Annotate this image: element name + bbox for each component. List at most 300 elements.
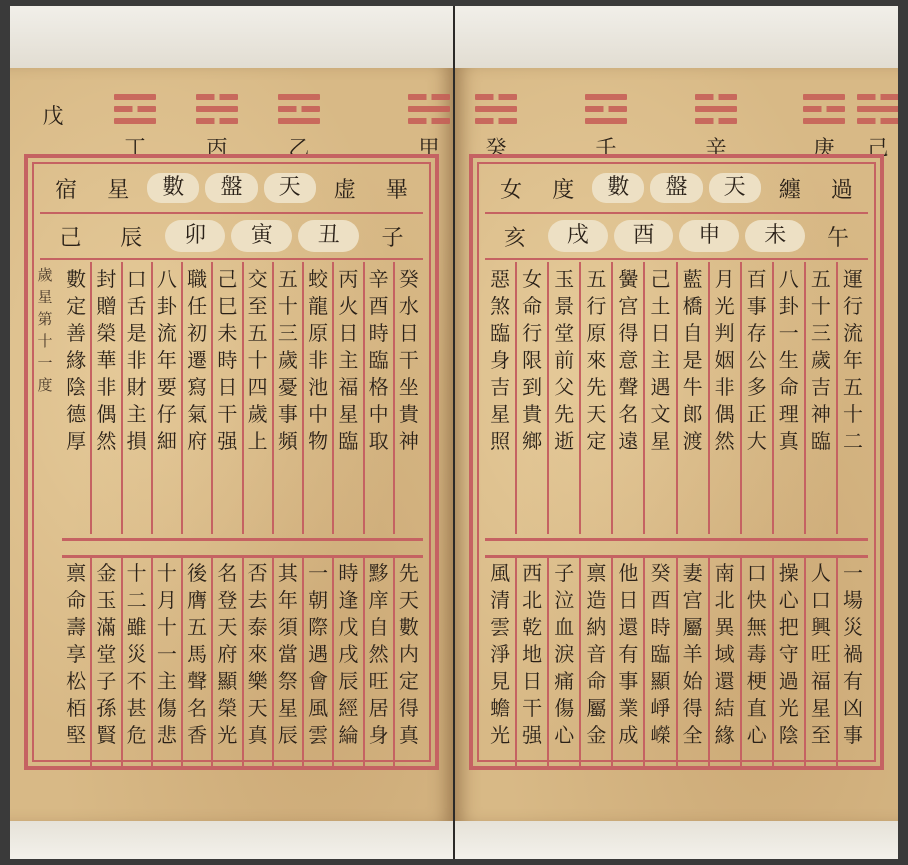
verse-char: 遠 xyxy=(618,429,639,453)
verse-column xyxy=(547,556,579,768)
trigram-bar xyxy=(857,118,898,124)
heavenly-stem: 癸 xyxy=(485,136,507,160)
heavenly-stem: 甲 xyxy=(418,136,440,160)
verse-column xyxy=(804,556,836,768)
heavenly-stem: 乙 xyxy=(288,136,310,160)
trigram-bar xyxy=(803,106,845,112)
stem-group xyxy=(406,94,452,160)
verse-char: 陰 xyxy=(778,723,799,747)
verse-char: 名 xyxy=(618,402,639,426)
verse-char: 妻 xyxy=(682,561,703,585)
verse-char: 公 xyxy=(746,348,767,372)
verse-char: 是 xyxy=(126,321,147,345)
verse-char: 居 xyxy=(368,696,389,720)
verse-char: 封 xyxy=(96,267,117,291)
trigram-bar xyxy=(196,118,238,124)
title-char: 宿 xyxy=(55,177,78,203)
verse-char: 蛟 xyxy=(308,267,329,291)
verse-char: 場 xyxy=(842,588,863,612)
verse-char: 府 xyxy=(187,429,208,453)
verse-column xyxy=(302,262,332,534)
verse-char: 全 xyxy=(682,723,703,747)
verse-block-bottom xyxy=(62,556,423,768)
verse-char: 操 xyxy=(778,561,799,585)
earthly-branch: 卯 xyxy=(165,220,226,252)
verse-char: 榮 xyxy=(217,696,238,720)
verse-char: 未 xyxy=(217,321,238,345)
verse-column xyxy=(740,262,772,534)
verse-char: 玉 xyxy=(96,588,117,612)
stem-group xyxy=(30,94,76,128)
verse-column xyxy=(272,556,302,768)
trigram-bar xyxy=(857,94,898,100)
verse-char: 孫 xyxy=(96,696,117,720)
verse-char: 旺 xyxy=(368,669,389,693)
verse-char: 命 xyxy=(522,294,543,318)
verse-char: 見 xyxy=(490,669,511,693)
verse-char: 有 xyxy=(842,669,863,693)
verse-char: 痛 xyxy=(554,669,575,693)
verse-char: 堂 xyxy=(96,642,117,666)
verse-char: 十 xyxy=(156,561,177,585)
verse-column xyxy=(393,556,423,768)
verse-column xyxy=(676,556,708,768)
verse-char: 是 xyxy=(682,348,703,372)
verse-char: 榮 xyxy=(96,321,117,345)
heavenly-stem: 壬 xyxy=(595,136,617,160)
verse-char: 心 xyxy=(746,723,767,747)
verse-char: 事 xyxy=(746,294,767,318)
earthly-branch: 申 xyxy=(679,220,739,252)
verse-char: 年 xyxy=(277,588,298,612)
verse-char: 崢 xyxy=(650,696,671,720)
verse-char: 堂 xyxy=(554,321,575,345)
verse-char: 成 xyxy=(618,723,639,747)
trigram-mark xyxy=(196,94,238,124)
verse-char: 上 xyxy=(247,429,268,453)
verse-char: 命 xyxy=(778,375,799,399)
verse-char: 行 xyxy=(842,294,863,318)
verse-char: 陰 xyxy=(66,375,87,399)
verse-char: 然 xyxy=(368,642,389,666)
trigram-mark xyxy=(278,94,320,124)
verse-char: 神 xyxy=(398,429,419,453)
verse-char: 守 xyxy=(778,642,799,666)
title-char: 數 xyxy=(147,173,199,203)
verse-char: 經 xyxy=(338,696,359,720)
verse-char: 藍 xyxy=(682,267,703,291)
stem-group xyxy=(194,94,240,160)
margin-char: 一 xyxy=(37,354,53,372)
title-char: 纏 xyxy=(778,177,801,203)
verse-char: 牛 xyxy=(682,375,703,399)
verse-char: 厚 xyxy=(66,429,87,453)
verse-char: 流 xyxy=(842,321,863,345)
verse-char: 中 xyxy=(368,402,389,426)
verse-char: 運 xyxy=(842,267,863,291)
verse-char: 吉 xyxy=(810,375,831,399)
verse-char: 辰 xyxy=(338,669,359,693)
trigram-mark xyxy=(803,94,845,124)
verse-char: 名 xyxy=(217,561,238,585)
verse-char: 淚 xyxy=(554,642,575,666)
verse-column xyxy=(515,262,547,534)
verse-char: 際 xyxy=(308,615,329,639)
verse-char: 月 xyxy=(714,267,735,291)
verse-block-bottom xyxy=(485,556,868,768)
heavenly-stem: 庚 xyxy=(813,136,835,160)
verse-char: 羊 xyxy=(682,642,703,666)
verse-char: 顯 xyxy=(650,669,671,693)
verse-column xyxy=(579,556,611,768)
verse-char: 格 xyxy=(368,375,389,399)
verse-char: 納 xyxy=(586,615,607,639)
earthly-branches-row xyxy=(485,212,868,260)
earthly-branch: 午 xyxy=(827,225,850,251)
verse-char: 神 xyxy=(810,402,831,426)
verse-char: 渡 xyxy=(682,429,703,453)
verse-char: 臨 xyxy=(810,429,831,453)
verse-column xyxy=(772,262,804,534)
verse-char: 限 xyxy=(522,348,543,372)
verse-char: 音 xyxy=(586,642,607,666)
verse-char: 池 xyxy=(308,375,329,399)
verse-char: 非 xyxy=(714,375,735,399)
verse-char: 憂 xyxy=(277,375,298,399)
verse-char: 嶸 xyxy=(650,723,671,747)
trigram-mark xyxy=(114,94,156,124)
verse-column xyxy=(332,262,362,534)
verse-char: 去 xyxy=(247,588,268,612)
verse-char: 直 xyxy=(746,696,767,720)
verse-char: 善 xyxy=(66,321,87,345)
verse-char: 悲 xyxy=(156,723,177,747)
verse-column xyxy=(332,556,362,768)
verse-char: 數 xyxy=(66,267,87,291)
verse-char: 臨 xyxy=(650,642,671,666)
verse-char: 日 xyxy=(338,321,359,345)
verse-char: 黟 xyxy=(368,561,389,585)
verse-char: 緣 xyxy=(714,723,735,747)
verse-char: 五 xyxy=(586,267,607,291)
heavenly-stem: 戊 xyxy=(42,104,64,128)
earthly-branch: 酉 xyxy=(614,220,674,252)
verse-char: 寫 xyxy=(187,375,208,399)
verse-char: 己 xyxy=(217,267,238,291)
verse-char: 淨 xyxy=(490,642,511,666)
title-char: 畢 xyxy=(385,177,408,203)
verse-char: 業 xyxy=(618,696,639,720)
trigram-bar xyxy=(278,118,320,124)
verse-column xyxy=(485,262,515,534)
verse-column xyxy=(611,262,643,534)
verse-char: 事 xyxy=(618,669,639,693)
verse-char: 樂 xyxy=(247,669,268,693)
verse-char: 贈 xyxy=(96,294,117,318)
heavenly-stem: 己 xyxy=(867,136,889,160)
verse-char: 風 xyxy=(308,696,329,720)
verse-char: 災 xyxy=(126,642,147,666)
verse-char: 興 xyxy=(810,615,831,639)
trigram-bar xyxy=(695,106,737,112)
trigram-bar xyxy=(585,94,627,100)
verse-char: 水 xyxy=(398,294,419,318)
verse-char: 香 xyxy=(187,723,208,747)
verse-char: 松 xyxy=(66,669,87,693)
heavenly-stems-row xyxy=(455,94,898,160)
verse-char: 女 xyxy=(522,267,543,291)
block-divider xyxy=(62,538,423,558)
verse-char: 命 xyxy=(586,669,607,693)
verse-char: 府 xyxy=(217,642,238,666)
verse-char: 光 xyxy=(714,294,735,318)
verse-char: 定 xyxy=(398,669,419,693)
verse-char: 得 xyxy=(682,696,703,720)
verse-char: 時 xyxy=(650,615,671,639)
verse-char: 不 xyxy=(126,669,147,693)
verse-column xyxy=(121,556,151,768)
verse-char: 原 xyxy=(586,321,607,345)
verse-char: 口 xyxy=(746,561,767,585)
earthly-branch: 未 xyxy=(745,220,805,252)
title-char: 星 xyxy=(107,177,130,203)
margin-char: 星 xyxy=(37,288,53,306)
trigram-mark xyxy=(585,94,627,124)
verse-char: 主 xyxy=(126,402,147,426)
trigram-bar xyxy=(475,106,517,112)
verse-char: 生 xyxy=(778,348,799,372)
block-divider xyxy=(485,538,868,558)
verse-char: 地 xyxy=(522,642,543,666)
verse-char: 財 xyxy=(126,375,147,399)
verse-column xyxy=(90,556,120,768)
verse-char: 天 xyxy=(398,588,419,612)
trigram-bar xyxy=(196,106,238,112)
heavenly-stem: 辛 xyxy=(705,136,727,160)
verse-char: 癸 xyxy=(398,267,419,291)
verse-char: 真 xyxy=(778,429,799,453)
verse-column xyxy=(485,556,515,768)
verse-column xyxy=(643,262,675,534)
verse-char: 日 xyxy=(217,375,238,399)
verse-char: 黌 xyxy=(618,267,639,291)
verse-char: 卦 xyxy=(778,294,799,318)
verse-char: 龍 xyxy=(308,294,329,318)
trigram-bar xyxy=(114,106,156,112)
trigram-mark xyxy=(408,94,450,124)
title-char: 過 xyxy=(830,177,853,203)
trigram-mark xyxy=(857,94,898,124)
verse-char: 辰 xyxy=(277,723,298,747)
verse-char: 乾 xyxy=(522,615,543,639)
trigram-bar xyxy=(695,118,737,124)
verse-char: 子 xyxy=(554,561,575,585)
verse-char: 十 xyxy=(842,402,863,426)
verse-char: 泣 xyxy=(554,588,575,612)
bottom-margin-paper xyxy=(455,821,898,859)
verse-char: 火 xyxy=(338,294,359,318)
verse-char: 歲 xyxy=(810,348,831,372)
verse-block-top xyxy=(62,262,423,534)
title-char: 度 xyxy=(552,177,575,203)
verse-char: 壽 xyxy=(66,615,87,639)
verse-char: 災 xyxy=(842,615,863,639)
verse-char: 損 xyxy=(126,429,147,453)
earthly-branch: 己 xyxy=(59,225,82,251)
verse-char: 取 xyxy=(368,429,389,453)
verse-char: 金 xyxy=(586,723,607,747)
verse-char: 身 xyxy=(368,723,389,747)
verse-char: 福 xyxy=(338,375,359,399)
verse-char: 享 xyxy=(66,642,87,666)
verse-char: 意 xyxy=(618,348,639,372)
verse-char: 天 xyxy=(586,402,607,426)
verse-char: 南 xyxy=(714,561,735,585)
verse-char: 酉 xyxy=(368,294,389,318)
verse-char: 到 xyxy=(522,375,543,399)
verse-char: 存 xyxy=(746,321,767,345)
verse-char: 姻 xyxy=(714,348,735,372)
verse-column xyxy=(62,556,90,768)
verse-char: 歲 xyxy=(247,402,268,426)
table-title-row xyxy=(40,170,423,206)
verse-column xyxy=(363,262,393,534)
verse-char: 貴 xyxy=(398,402,419,426)
verse-char: 先 xyxy=(398,561,419,585)
verse-char: 先 xyxy=(554,402,575,426)
verse-char: 福 xyxy=(810,669,831,693)
trigram-mark xyxy=(475,94,517,124)
earthly-branches-row xyxy=(40,212,423,260)
verse-char: 逝 xyxy=(554,429,575,453)
left-page xyxy=(10,6,453,859)
verse-char: 判 xyxy=(714,321,735,345)
verse-char: 己 xyxy=(650,267,671,291)
verse-char: 氣 xyxy=(187,402,208,426)
earthly-branch: 丑 xyxy=(298,220,359,252)
verse-char: 北 xyxy=(714,588,735,612)
verse-char: 域 xyxy=(714,642,735,666)
verse-char: 異 xyxy=(714,615,735,639)
verse-char: 辛 xyxy=(368,267,389,291)
title-char: 盤 xyxy=(650,173,702,203)
verse-char: 非 xyxy=(96,375,117,399)
verse-char: 口 xyxy=(126,267,147,291)
verse-char: 年 xyxy=(156,348,177,372)
trigram-bar xyxy=(196,94,238,100)
verse-char: 逢 xyxy=(338,588,359,612)
trigram-bar xyxy=(408,118,450,124)
verse-char: 人 xyxy=(810,561,831,585)
verse-char: 父 xyxy=(554,375,575,399)
verse-char: 職 xyxy=(187,267,208,291)
verse-char: 要 xyxy=(156,375,177,399)
trigram-bar xyxy=(114,118,156,124)
verse-column xyxy=(242,262,272,534)
verse-char: 日 xyxy=(618,588,639,612)
verse-char: 百 xyxy=(746,267,767,291)
verse-char: 馬 xyxy=(187,642,208,666)
verse-char: 十 xyxy=(277,294,298,318)
verse-column xyxy=(579,262,611,534)
verse-char: 吉 xyxy=(490,375,511,399)
table-title-row xyxy=(485,170,868,206)
verse-column xyxy=(676,262,708,534)
verse-char: 定 xyxy=(586,429,607,453)
margin-char: 歲 xyxy=(37,266,53,284)
verse-char: 惡 xyxy=(490,267,511,291)
verse-char: 主 xyxy=(338,348,359,372)
verse-column xyxy=(363,556,393,768)
verse-char: 還 xyxy=(618,615,639,639)
trigram-bar xyxy=(475,118,517,124)
verse-char: 干 xyxy=(217,402,238,426)
verse-char: 時 xyxy=(368,321,389,345)
verse-column xyxy=(302,556,332,768)
verse-char: 金 xyxy=(96,561,117,585)
verse-char: 還 xyxy=(714,669,735,693)
verse-char: 口 xyxy=(810,588,831,612)
verse-char: 泰 xyxy=(247,615,268,639)
verse-char: 雲 xyxy=(308,723,329,747)
bottom-margin-paper xyxy=(10,821,453,859)
verse-char: 坐 xyxy=(398,375,419,399)
verse-block-top xyxy=(485,262,868,534)
verse-column xyxy=(272,262,302,534)
verse-char: 事 xyxy=(842,723,863,747)
verse-column xyxy=(211,262,241,534)
top-margin-paper xyxy=(455,6,898,68)
verse-char: 非 xyxy=(308,348,329,372)
verse-char: 登 xyxy=(217,588,238,612)
verse-char: 膺 xyxy=(187,588,208,612)
verse-char: 一 xyxy=(842,561,863,585)
verse-char: 凶 xyxy=(842,696,863,720)
verse-char: 清 xyxy=(490,588,511,612)
verse-char: 橋 xyxy=(682,294,703,318)
trigram-bar xyxy=(585,106,627,112)
verse-char: 大 xyxy=(746,429,767,453)
verse-char: 偶 xyxy=(96,402,117,426)
verse-column xyxy=(708,556,740,768)
verse-char: 屬 xyxy=(682,615,703,639)
verse-char: 强 xyxy=(522,723,543,747)
verse-column xyxy=(643,556,675,768)
trigram-bar xyxy=(278,106,320,112)
verse-char: 仔 xyxy=(156,402,177,426)
verse-char: 癸 xyxy=(650,561,671,585)
verse-char: 八 xyxy=(778,267,799,291)
verse-char: 梗 xyxy=(746,669,767,693)
verse-char: 數 xyxy=(398,615,419,639)
verse-char: 甚 xyxy=(126,696,147,720)
stem-group xyxy=(801,94,847,160)
right-page xyxy=(455,6,898,859)
verse-char: 時 xyxy=(217,348,238,372)
verse-char: 年 xyxy=(842,348,863,372)
verse-char: 丙 xyxy=(338,267,359,291)
trigram-bar xyxy=(857,106,898,112)
verse-column xyxy=(708,262,740,534)
verse-char: 五 xyxy=(247,321,268,345)
verse-char: 西 xyxy=(522,561,543,585)
stem-group xyxy=(112,94,158,160)
verse-char: 正 xyxy=(746,402,767,426)
verse-column xyxy=(62,262,90,534)
trigram-mark xyxy=(695,94,737,124)
verse-char: 前 xyxy=(554,348,575,372)
verse-char: 自 xyxy=(682,321,703,345)
